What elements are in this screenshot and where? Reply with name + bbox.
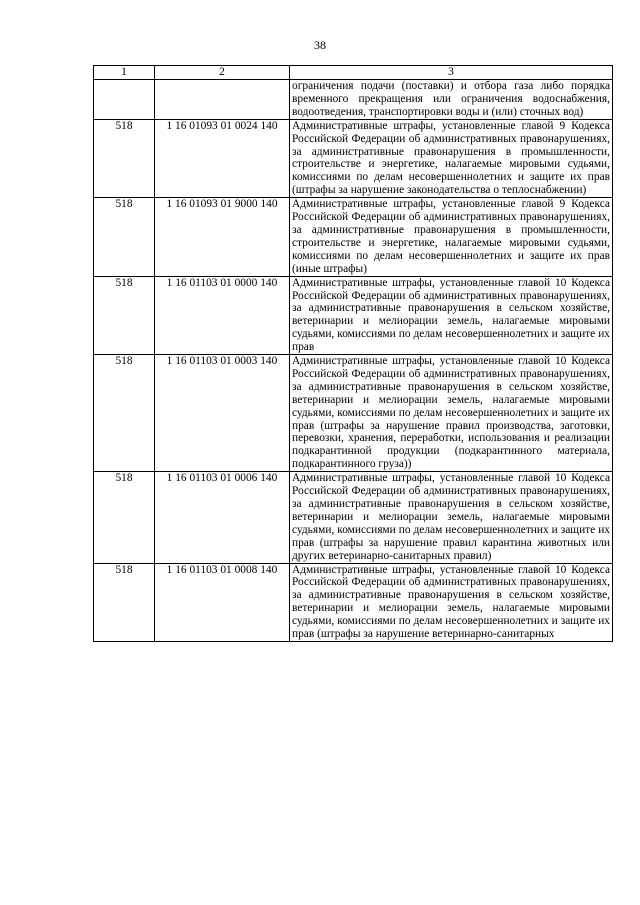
column-header-1: 1 bbox=[94, 66, 155, 80]
column-header-2: 2 bbox=[155, 66, 290, 80]
kbk-code-cell bbox=[155, 80, 290, 120]
admin-code-cell: 518 bbox=[94, 355, 155, 472]
table-row bbox=[94, 355, 613, 472]
admin-code-cell bbox=[94, 80, 155, 120]
table-row bbox=[94, 276, 613, 354]
table-row bbox=[94, 472, 613, 563]
admin-code-cell: 518 bbox=[94, 472, 155, 563]
description-cell: Административные штрафы, установленные главой 10 Кодекса Российской Федерации об административных правонарушениях, за административные правонарушения в сельском хозяйстве, ветеринарии и мелиорации земель, налагаемые мировыми судьями, комиссиями по делам несовершеннолетних и защите их прав (штрафы за нарушение ветеринарно-санитарных bbox=[290, 563, 613, 641]
description-cell: Административные штрафы, установленные главой 10 Кодекса Российской Федерации об административных правонарушениях, за административные правонарушения в сельском хозяйстве, ветеринарии и мелиорации земель, налагаемые мировыми судьями, комиссиями по делам несовершеннолетних и защите их прав (штрафы за нарушение правил карантина животных или других ветеринарно-санитарных правил) bbox=[290, 472, 613, 563]
admin-code-cell: 518 bbox=[94, 119, 155, 197]
description-cell: Административные штрафы, установленные главой 10 Кодекса Российской Федерации об административных правонарушениях, за административные правонарушения в сельском хозяйстве, ветеринарии и мелиорации земель, налагаемые мировыми судьями, комиссиями по делам несовершеннолетних и защите их прав bbox=[290, 276, 613, 354]
description-cell: Административные штрафы, установленные главой 10 Кодекса Российской Федерации об административных правонарушениях, за административные правонарушения в сельском хозяйстве, ветеринарии и мелиорации земель, налагаемые мировыми судьями, комиссиями по делам несовершеннолетних и защите их прав (штрафы за нарушение правил производства, заготовки, перевозки, хранения, переработки, использования и реализации подкарантинной продукции (подкарантинного материала, подкарантинного груза)) bbox=[290, 355, 613, 472]
revenue-codes-table bbox=[93, 65, 613, 642]
admin-code-cell: 518 bbox=[94, 276, 155, 354]
kbk-code-cell: 1 16 01103 01 0000 140 bbox=[155, 276, 290, 354]
kbk-code-cell: 1 16 01103 01 0006 140 bbox=[155, 472, 290, 563]
kbk-code-cell: 1 16 01093 01 9000 140 bbox=[155, 198, 290, 276]
table-row bbox=[94, 80, 613, 120]
page-number: 38 bbox=[314, 38, 326, 52]
table-header-row bbox=[94, 66, 613, 80]
description-cell: Административные штрафы, установленные главой 9 Кодекса Российской Федерации об административных правонарушениях, за административные правонарушения в промышленности, строительстве и энергетике, налагаемые мировыми судьями, комиссиями по делам несовершеннолетних и защите их прав (штрафы за нарушение законодательства о теплоснабжении) bbox=[290, 119, 613, 197]
admin-code-cell: 518 bbox=[94, 563, 155, 641]
column-header-3: 3 bbox=[290, 66, 613, 80]
kbk-code-cell: 1 16 01093 01 0024 140 bbox=[155, 119, 290, 197]
table-row bbox=[94, 198, 613, 276]
description-cell: ограничения подачи (поставки) и отбора газа либо порядка временного прекращения или ограничения водоснабжения, водоотведения, транспортировки воды и (или) сточных вод) bbox=[290, 80, 613, 120]
kbk-code-cell: 1 16 01103 01 0008 140 bbox=[155, 563, 290, 641]
table-row bbox=[94, 119, 613, 197]
table-row bbox=[94, 563, 613, 641]
description-cell: Административные штрафы, установленные главой 9 Кодекса Российской Федерации об административных правонарушениях, за административные правонарушения в промышленности, строительстве и энергетике, налагаемые мировыми судьями, комиссиями по делам несовершеннолетних и защите их прав (иные штрафы) bbox=[290, 198, 613, 276]
admin-code-cell: 518 bbox=[94, 198, 155, 276]
kbk-code-cell: 1 16 01103 01 0003 140 bbox=[155, 355, 290, 472]
